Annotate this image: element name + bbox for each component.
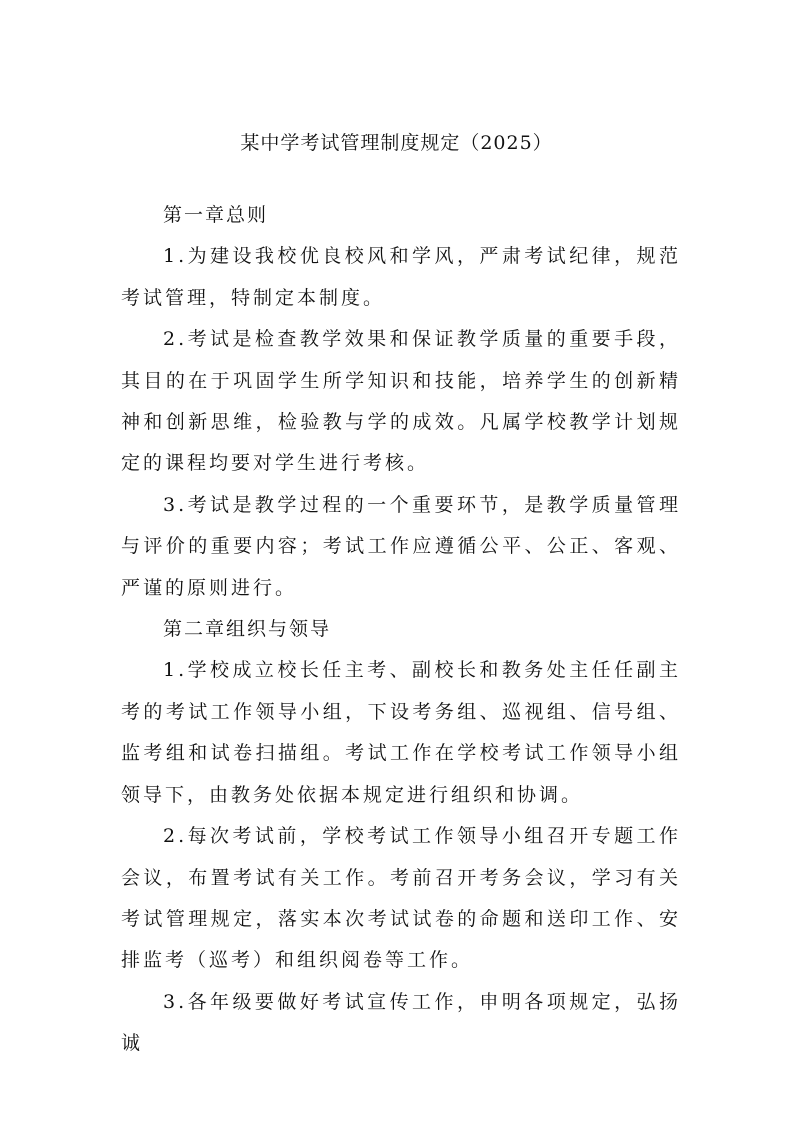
paragraph: 2.每次考试前，学校考试工作领导小组召开专题工作会议，布置考试有关工作。考前召开考务会议，学习有关考试管理规定，落实本次考试试卷的命题和送印工作、安排监考（巡考）和组织阅卷等工作。 — [121, 825, 681, 972]
document-title: 某中学考试管理制度规定（2025） — [240, 132, 553, 154]
chapter-heading: 第一章总则 — [163, 204, 269, 226]
paragraph: 3.考试是教学过程的一个重要环节，是教学质量管理与评价的重要内容；考试工作应遵循公平、公正、客观、严谨的原则进行。 — [121, 493, 681, 599]
chapter-heading: 第二章组织与领导 — [163, 618, 332, 641]
document-body — [121, 195, 681, 1065]
paragraph: 1.学校成立校长任主考、副校长和教务处主任任副主考的考试工作领导小组，下设考务组、巡视组、信号组、监考组和试卷扫描组。考试工作在学校考试工作领导小组领导下，由教务处依据本规定进行组织和协调。 — [121, 659, 681, 806]
paragraph: 3.各年级要做好考试宣传工作，申明各项规定，弘扬诚 — [121, 990, 681, 1055]
paragraph: 1.为建设我校优良校风和学风，严肃考试纪律，规范考试管理，特制定本制度。 — [121, 245, 681, 309]
paragraph: 2.考试是检查教学效果和保证教学质量的重要手段，其目的在于巩固学生所学知识和技能，培养学生的创新精神和创新思维，检验教与学的成效。凡属学校教学计划规定的课程均要对学生进行考核。 — [121, 328, 681, 475]
